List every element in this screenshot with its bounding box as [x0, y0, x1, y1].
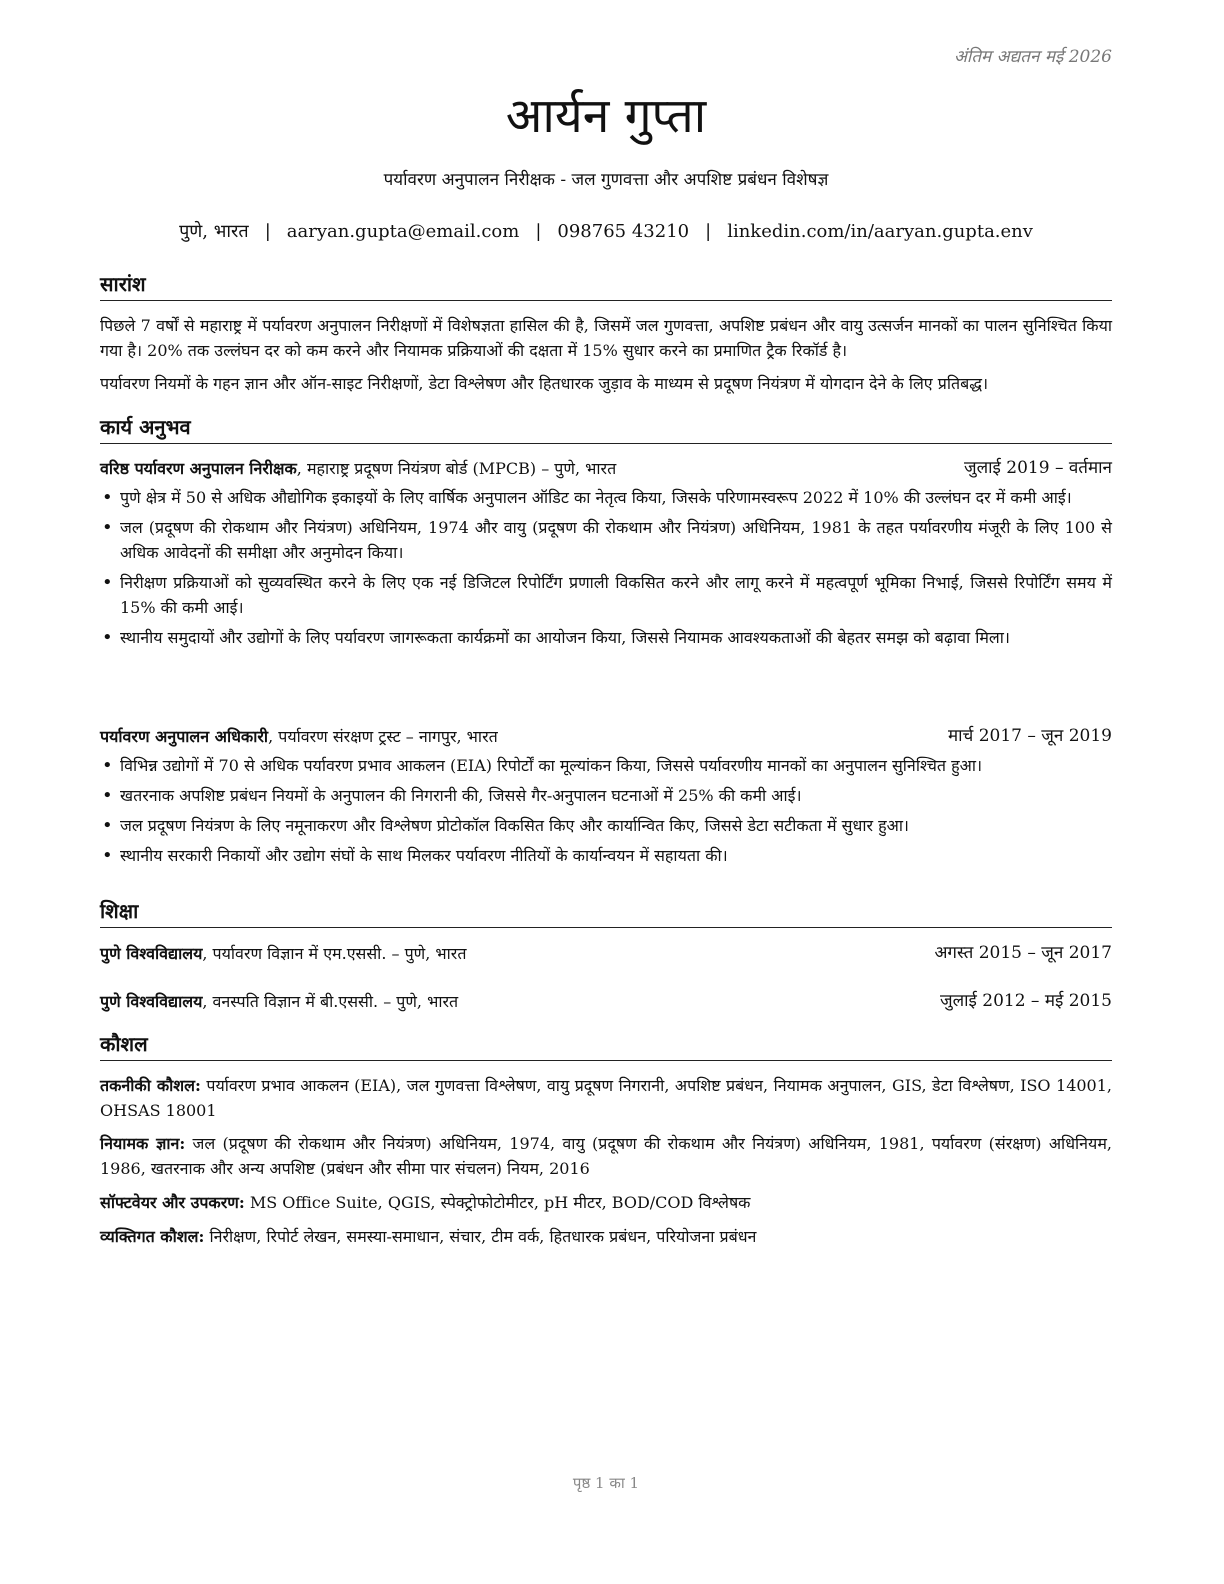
job-header [100, 456, 1112, 481]
contact-separator: | [535, 221, 542, 242]
job-bullet: • स्थानीय समुदायों और उद्योगों के लिए पर्यावरण जागरूकता कार्यक्रमों का आयोजन किया, जिससे नियामक आवश्यकताओं की बेहतर समझ को बढ़ावा मिला। [100, 625, 1112, 650]
candidate-name: आर्यन गुप्ता [505, 88, 707, 144]
skill-label: नियामक ज्ञान: [100, 1134, 186, 1153]
education-degree: , पर्यावरण विज्ञान में एम.एससी. – पुणे, भारत [202, 944, 467, 963]
page-number: पृष्ठ 1 का 1 [572, 1474, 640, 1492]
contact-linkedin[interactable]: linkedin.com/in/aaryan.gupta.env [727, 221, 1033, 242]
job-bullet: • खतरनाक अपशिष्ट प्रबंधन नियमों के अनुपालन की निगरानी की, जिससे गैर-अनुपालन घटनाओं में 25% की कमी आई। [100, 783, 1112, 808]
education-entry [100, 941, 1112, 966]
contact-location: पुणे, भारत [179, 221, 249, 242]
section-title-experience: कार्य अनुभव [100, 413, 1112, 444]
skill-line [100, 1190, 1112, 1215]
contact-separator: | [705, 221, 712, 242]
contact-line [100, 219, 1112, 243]
job-role: वरिष्ठ पर्यावरण अनुपालन निरीक्षक [100, 459, 297, 478]
contact-email[interactable]: aaryan.gupta@email.com [286, 221, 520, 242]
candidate-headline: पर्यावरण अनुपालन निरीक्षक - जल गुणवत्ता और अपशिष्ट प्रबंधन विशेषज्ञ [383, 170, 829, 190]
section-title-summary: सारांश [100, 270, 1112, 301]
summary-paragraph: पिछले 7 वर्षों से महाराष्ट्र में पर्यावरण अनुपालन निरीक्षणों में विशेषज्ञता हासिल की है, जिसमें जल गुणवत्ता, अपशिष्ट प्रबंधन और वायु उत्सर्जन मानकों का पालन सुनिश्चित किया गया है। 20% तक उल्लंघन दर को कम करने और नियामक प्रक्रियाओं की दक्षता में 15% सुधार करने का प्रमाणित ट्रैक रिकॉर्ड है। [100, 316, 1112, 360]
job-bullet: • पुणे क्षेत्र में 50 से अधिक औद्योगिक इकाइयों के लिए वार्षिक अनुपालन ऑडिट का नेतृत्व किया, जिसके परिणामस्वरूप 2022 में 10% की उल्लंघन दर में कमी आई। [100, 485, 1112, 510]
job-dates: मार्च 2017 – जून 2019 [947, 726, 1112, 746]
job-bullet: • जल (प्रदूषण की रोकथाम और नियंत्रण) अधिनियम, 1974 और वायु (प्रदूषण की रोकथाम और नियंत्रण) अधिनियम, 1981 के तहत पर्यावरणीय मंजूरी के लिए 100 से अधिक आवेदनों की समीक्षा और अनुमोदन किया। [100, 515, 1112, 565]
education-degree: , वनस्पति विज्ञान में बी.एससी. – पुणे, भारत [202, 992, 459, 1011]
last-updated: अंतिम अद्यतन मई 2026 [953, 47, 1112, 67]
job-header [100, 724, 1112, 749]
skill-line [100, 1224, 1112, 1249]
skill-text: जल (प्रदूषण की रोकथाम और नियंत्रण) अधिनियम, 1974, वायु (प्रदूषण की रोकथाम और नियंत्रण) अधिनियम, 1981, पर्यावरण (संरक्षण) अधिनियम, 1986, खतरनाक और अन्य अपशिष्ट (प्रबंधन और सीमा पार संचलन) नियम, 2016 [100, 1134, 1112, 1178]
job-role: पर्यावरण अनुपालन अधिकारी [100, 727, 269, 746]
skill-label: सॉफ्टवेयर और उपकरण: [100, 1193, 245, 1212]
contact-phone[interactable]: 098765 43210 [557, 221, 690, 242]
education-entry [100, 989, 1112, 1014]
skill-label: व्यक्तिगत कौशल: [100, 1227, 205, 1246]
skill-line [100, 1131, 1112, 1181]
section-title-education: शिक्षा [100, 897, 1112, 928]
summary-paragraph: पर्यावरण नियमों के गहन ज्ञान और ऑन-साइट निरीक्षणों, डेटा विश्लेषण और हितधारक जुड़ाव के माध्यम से प्रदूषण नियंत्रण में योगदान देने के लिए प्रतिबद्ध। [100, 374, 989, 393]
job-organization: , महाराष्ट्र प्रदूषण नियंत्रण बोर्ड (MPCB) – पुणे, भारत [296, 459, 617, 478]
job-bullet: • जल प्रदूषण नियंत्रण के लिए नमूनाकरण और विश्लेषण प्रोटोकॉल विकसित किए और कार्यान्वित किए, जिससे डेटा सटीकता में सुधार हुआ। [100, 813, 1112, 838]
skill-text: पर्यावरण प्रभाव आकलन (EIA), जल गुणवत्ता विश्लेषण, वायु प्रदूषण निगरानी, अपशिष्ट प्रबंधन, नियामक अनुपालन, GIS, डेटा विश्लेषण, ISO 14001, OHSAS 18001 [100, 1076, 1112, 1120]
section-title-skills: कौशल [100, 1030, 1112, 1061]
job-bullets [100, 753, 1112, 873]
job-bullets [100, 485, 1112, 655]
job-bullet: • विभिन्न उद्योगों में 70 से अधिक पर्यावरण प्रभाव आकलन (EIA) रिपोर्टों का मूल्यांकन किया, जिससे पर्यावरणीय मानकों का अनुपालन सुनिश्चित हुआ। [100, 753, 1112, 778]
job-dates: जुलाई 2019 – वर्तमान [963, 458, 1112, 478]
skill-label: तकनीकी कौशल: [100, 1076, 201, 1095]
job-bullet: • निरीक्षण प्रक्रियाओं को सुव्यवस्थित करने के लिए एक नई डिजिटल रिपोर्टिंग प्रणाली विकसित करने और लागू करने में महत्वपूर्ण भूमिका निभाई, जिससे रिपोर्टिंग समय में 15% की कमी आई। [100, 570, 1112, 620]
education-school: पुणे विश्वविद्यालय [100, 992, 203, 1011]
skill-text: MS Office Suite, QGIS, स्पेक्ट्रोफोटोमीटर, pH मीटर, BOD/COD विश्लेषक [244, 1193, 751, 1212]
job-bullet: • स्थानीय सरकारी निकायों और उद्योग संघों के साथ मिलकर पर्यावरण नीतियों के कार्यान्वयन में सहायता की। [100, 843, 1112, 868]
education-school: पुणे विश्वविद्यालय [100, 944, 203, 963]
education-dates: जुलाई 2012 – मई 2015 [939, 991, 1112, 1011]
contact-separator: | [264, 221, 271, 242]
skill-line [100, 1073, 1112, 1123]
skill-text: निरीक्षण, रिपोर्ट लेखन, समस्या-समाधान, संचार, टीम वर्क, हितधारक प्रबंधन, परियोजना प्रबंधन [204, 1227, 757, 1246]
education-dates: अगस्त 2015 – जून 2017 [934, 943, 1112, 963]
job-organization: , पर्यावरण संरक्षण ट्रस्ट – नागपुर, भारत [268, 727, 498, 746]
resume-page [100, 0, 1112, 1584]
